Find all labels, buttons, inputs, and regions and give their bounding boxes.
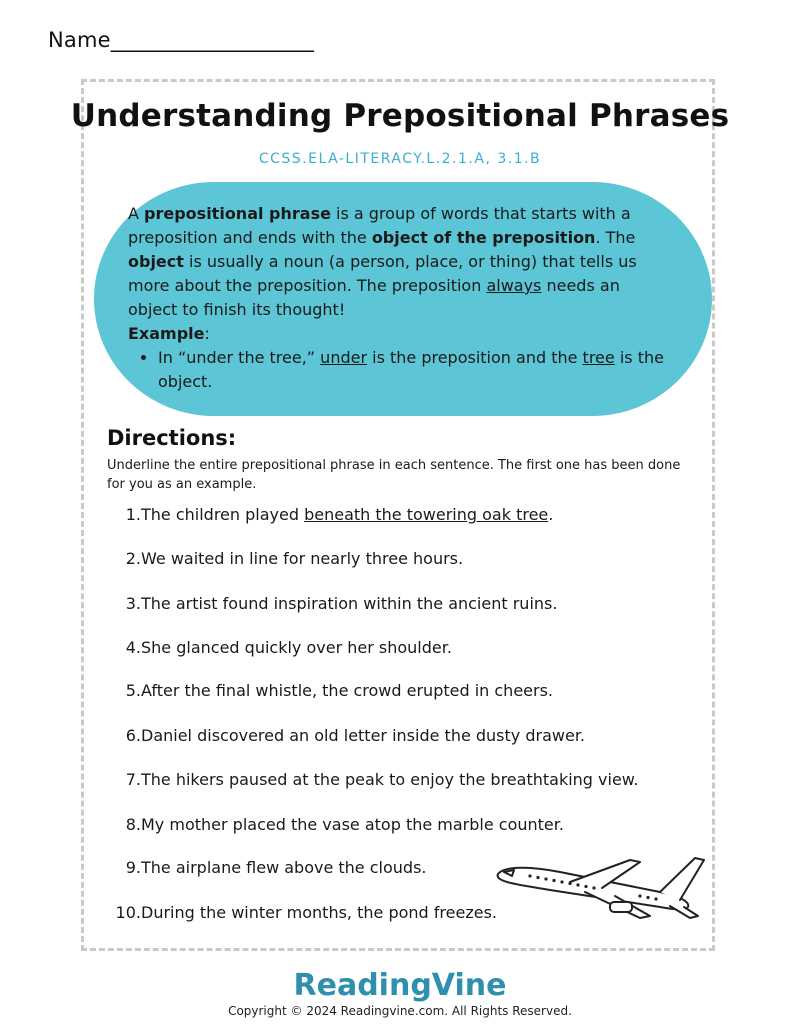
example-heading: Example: — [128, 324, 210, 343]
example-item: • In “under the tree,” under is the preposition and the tree is the object. — [158, 346, 672, 394]
directions-heading: Directions: — [107, 426, 237, 450]
term-object-of-preposition: object of the preposition — [371, 228, 596, 247]
emphasis-always: always — [486, 276, 542, 295]
sentence-item: 3.The artist found inspiration within the ancient ruins. — [125, 594, 558, 613]
sentence-item: 6.Daniel discovered an old letter inside the dusty drawer. — [125, 726, 586, 745]
readingvine-logo[interactable]: ReadingVine — [293, 968, 507, 1003]
underlined-phrase: beneath the towering oak tree — [304, 505, 549, 524]
sentence-item: 7.The hikers paused at the peak to enjoy the breathtaking view. — [125, 770, 639, 789]
copyright-notice: Copyright © 2024 Readingvine.com. All Rights Reserved. — [228, 1004, 572, 1018]
page-title: Understanding Prepositional Phrases — [70, 98, 730, 134]
sentence-item: 5.After the final whistle, the crowd erupted in cheers. — [125, 681, 554, 700]
name-field-label: Name___________________ — [48, 28, 315, 52]
term-object: object — [128, 252, 184, 271]
sentence-item: 10.During the winter months, the pond freezes. — [115, 903, 497, 922]
sentence-item: 1.The children played beneath the towering oak tree. — [125, 505, 554, 524]
sentence-item: 8.My mother placed the vase atop the marble counter. — [125, 815, 564, 834]
sentence-item: 9.The airplane flew above the clouds. — [125, 858, 427, 877]
standard-code: CCSS.ELA-LITERACY.L.2.1.A, 3.1.B — [258, 151, 542, 167]
sentence-item: 4.She glanced quickly over her shoulder. — [125, 638, 452, 657]
example-list — [128, 346, 672, 394]
definition-paragraph: A prepositional phrase is a group of words that starts with a preposition and ends with the object of the preposition. The object is usually a noun (a person, place, or thing) that tells us more about the preposition. The preposition always needs an object to finish its thought! — [128, 204, 637, 319]
directions-text: Underline the entire prepositional phrase in each sentence. The first one has been done for you as an example. — [107, 458, 681, 492]
sentence-item: 2.We waited in line for nearly three hours. — [125, 549, 464, 568]
term-prepositional-phrase: prepositional phrase — [144, 204, 331, 223]
airplane-icon — [490, 852, 710, 922]
definition-box — [94, 182, 712, 416]
